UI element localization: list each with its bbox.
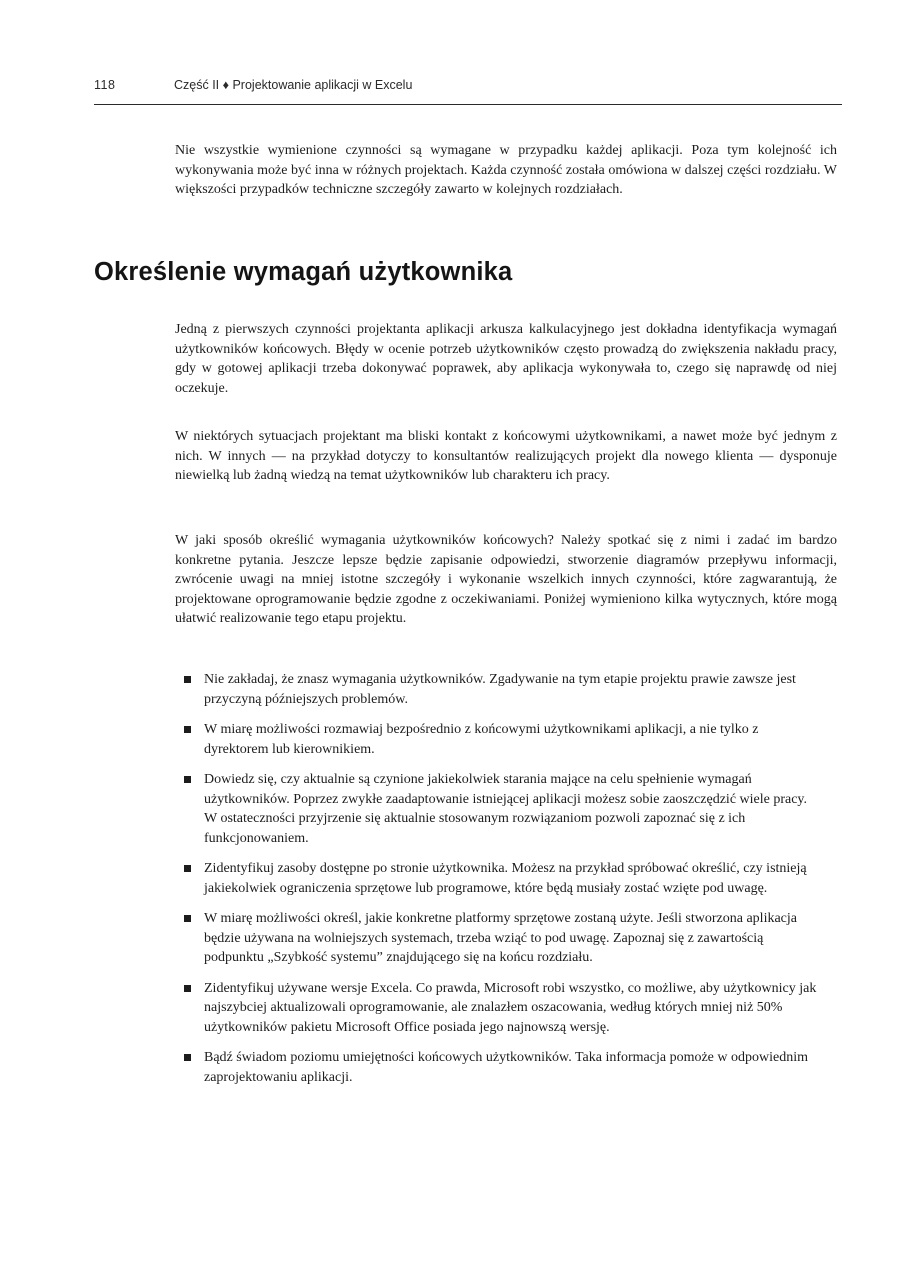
- running-header: [94, 78, 842, 105]
- list-item: [182, 859, 822, 898]
- body-paragraph: W jaki sposób określić wymagania użytkowników końcowych? Należy spotkać się z nimi i zadać im bardzo konkretne pytania. Jeszcze lepsze będzie zapisanie odpowiedzi, stworzenie diagramów przepływu informacji, zwrócenie uwagi na mniej istotne szczegóły i wykonanie wszelkich innych czynności, które zagwarantują, że projektowane oprogramowanie będzie zgodne z oczekiwaniami. Poniżej wymieniono kilka wytycznych, które mogą ułatwić realizowanie tego etapu projektu.: [175, 533, 837, 626]
- square-bullet-icon: [184, 865, 191, 872]
- list-item: [182, 979, 822, 1038]
- list-item: [182, 720, 822, 759]
- square-bullet-icon: [184, 1054, 191, 1061]
- list-item-text: Zidentyfikuj używane wersje Excela. Co prawda, Microsoft robi wszystko, co możliwe, aby użytkownicy jak najszybciej aktualizowali oprogramowanie, ale znalazłem oszacowania, według których mniej niż 50% użytkowników pakietu Microsoft Office posiada jego najnowszą wersję.: [204, 980, 817, 1035]
- body-paragraph: Jedną z pierwszych czynności projektanta aplikacji arkusza kalkulacyjnego jest dokładna identyfikacja wymagań użytkowników końcowych. Błędy w ocenie potrzeb użytkowników często prowadzą do zwiększenia nakładu pracy, gdy w gotowej aplikacji trzeba dokonywać poprawek, aby aplikacja wykonywała to, czego się naprawdę od niej oczekuje.: [175, 322, 837, 396]
- list-item-text: W miarę możliwości rozmawiaj bezpośrednio z końcowymi użytkownikami aplikacji, a nie tylko z dyrektorem lub kierownikiem.: [204, 722, 759, 757]
- square-bullet-icon: [184, 985, 191, 992]
- list-item-text: Dowiedz się, czy aktualnie są czynione jakiekolwiek starania mające na celu spełnienie wymagań użytkowników. Poprzez zwykłe zaadaptowanie istniejącej aplikacji możesz sobie zaoszczędzić wiele pracy. W ostateczności przyjrzenie się aktualnie stosowanym rozwiązaniom pozwoli zapoznać się z ich funkcjonowaniem.: [204, 772, 808, 846]
- square-bullet-icon: [184, 676, 191, 683]
- list-item: [182, 1048, 822, 1087]
- intro-paragraph: Nie wszystkie wymienione czynności są wymagane w przypadku każdej aplikacji. Poza tym kolejność ich wykonywania może być inna w różnych projektach. Każda czynność została omówiona w dalszej części rozdziału. W większości przypadków techniczne szczegóły zawarto w kolejnych rozdziałach.: [175, 143, 837, 197]
- body-paragraph: W niektórych sytuacjach projektant ma bliski kontakt z końcowymi użytkownikami, a nawet może być jednym z nich. W innych — na przykład dotyczy to konsultantów realizujących projekt dla nowego klienta — dysponuje niewielką lub żadną wiedzą na temat użytkowników lub charakteru ich pracy.: [175, 429, 837, 483]
- list-item-text: W miarę możliwości określ, jakie konkretne platformy sprzętowe zostaną użyte. Jeśli stworzona aplikacja będzie używana na wolniejszych systemach, trzeba wziąć to pod uwagę. Zapoznaj się z zawartością podpunktu „Szybkość systemu” znajdującego się na końcu rozdziału.: [204, 911, 797, 965]
- page-number: 118: [94, 78, 116, 92]
- running-header-title: Część II ♦ Projektowanie aplikacji w Excelu: [174, 78, 413, 92]
- list-item: [182, 670, 822, 709]
- list-item-text: Zidentyfikuj zasoby dostępne po stronie użytkownika. Możesz na przykład spróbować określić, czy istnieją jakiekolwiek ograniczenia sprzętowe lub programowe, które będą musiały zostać wzięte pod uwagę.: [204, 861, 807, 896]
- square-bullet-icon: [184, 726, 191, 733]
- square-bullet-icon: [184, 915, 191, 922]
- section-heading: Określenie wymagań użytkownika: [94, 258, 513, 286]
- guidelines-list: [182, 670, 822, 1098]
- list-item: [182, 909, 822, 968]
- list-item: [182, 770, 822, 848]
- list-item-text: Nie zakładaj, że znasz wymagania użytkowników. Zgadywanie na tym etapie projektu prawie zawsze jest przyczyną późniejszych problemów.: [204, 672, 796, 707]
- square-bullet-icon: [184, 776, 191, 783]
- list-item-text: Bądź świadom poziomu umiejętności końcowych użytkowników. Taka informacja pomoże w odpowiednim zaprojektowaniu aplikacji.: [204, 1050, 808, 1085]
